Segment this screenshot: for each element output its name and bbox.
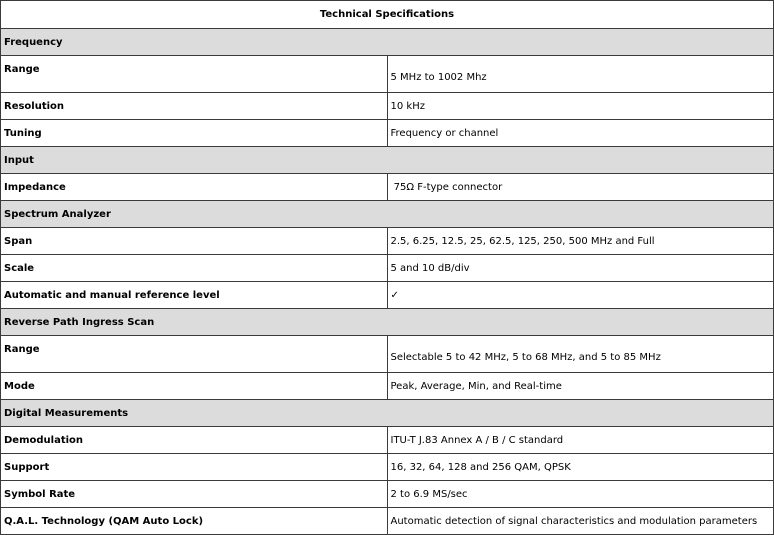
section-frequency	[1, 29, 774, 56]
table-row	[1, 174, 774, 201]
section-reverse-path-ingress-scan	[1, 309, 774, 336]
table-row	[1, 508, 774, 535]
spec-label: Symbol Rate	[1, 481, 388, 508]
table-row	[1, 481, 774, 508]
spec-label: Support	[1, 454, 388, 481]
spec-label: Range	[1, 336, 388, 373]
table-title: Technical Specifications	[1, 1, 774, 29]
spec-value: 75Ω F-type connector	[387, 174, 774, 201]
spec-label: Scale	[1, 255, 388, 282]
spec-label: Span	[1, 228, 388, 255]
table-row	[1, 427, 774, 454]
section-heading: Input	[1, 147, 774, 174]
section-spectrum-analyzer	[1, 201, 774, 228]
table-row	[1, 56, 774, 93]
table-row	[1, 228, 774, 255]
spec-label: Mode	[1, 373, 388, 400]
spec-label: Impedance	[1, 174, 388, 201]
spec-label: Tuning	[1, 120, 388, 147]
section-input	[1, 147, 774, 174]
section-heading: Frequency	[1, 29, 774, 56]
spec-value: Peak, Average, Min, and Real-time	[387, 373, 774, 400]
spec-label: Demodulation	[1, 427, 388, 454]
table-row	[1, 120, 774, 147]
spec-value: 2.5, 6.25, 12.5, 25, 62.5, 125, 250, 500 MHz and Full	[387, 228, 774, 255]
spec-label: Resolution	[1, 93, 388, 120]
table-row	[1, 373, 774, 400]
spec-value: ITU-T J.83 Annex A / B / C standard	[387, 427, 774, 454]
spec-value: 5 and 10 dB/div	[387, 255, 774, 282]
section-heading: Spectrum Analyzer	[1, 201, 774, 228]
spec-value: Automatic detection of signal characteristics and modulation parameters	[387, 508, 774, 535]
spec-value: Selectable 5 to 42 MHz, 5 to 68 MHz, and 5 to 85 MHz	[387, 336, 774, 373]
table-title-row	[1, 1, 774, 29]
section-heading: Digital Measurements	[1, 400, 774, 427]
spec-value: 2 to 6.9 MS/sec	[387, 481, 774, 508]
spec-label: Range	[1, 56, 388, 93]
section-heading: Reverse Path Ingress Scan	[1, 309, 774, 336]
table-row	[1, 255, 774, 282]
spec-value: 5 MHz to 1002 Mhz	[387, 56, 774, 93]
table-row	[1, 282, 774, 309]
checkmark-icon: ✓	[387, 282, 774, 309]
table-row	[1, 336, 774, 373]
section-digital-measurements	[1, 400, 774, 427]
spec-label: Q.A.L. Technology (QAM Auto Lock)	[1, 508, 388, 535]
spec-value: 16, 32, 64, 128 and 256 QAM, QPSK	[387, 454, 774, 481]
spec-label: Automatic and manual reference level	[1, 282, 388, 309]
table-row	[1, 93, 774, 120]
spec-value: 10 kHz	[387, 93, 774, 120]
spec-value: Frequency or channel	[387, 120, 774, 147]
table-row	[1, 454, 774, 481]
